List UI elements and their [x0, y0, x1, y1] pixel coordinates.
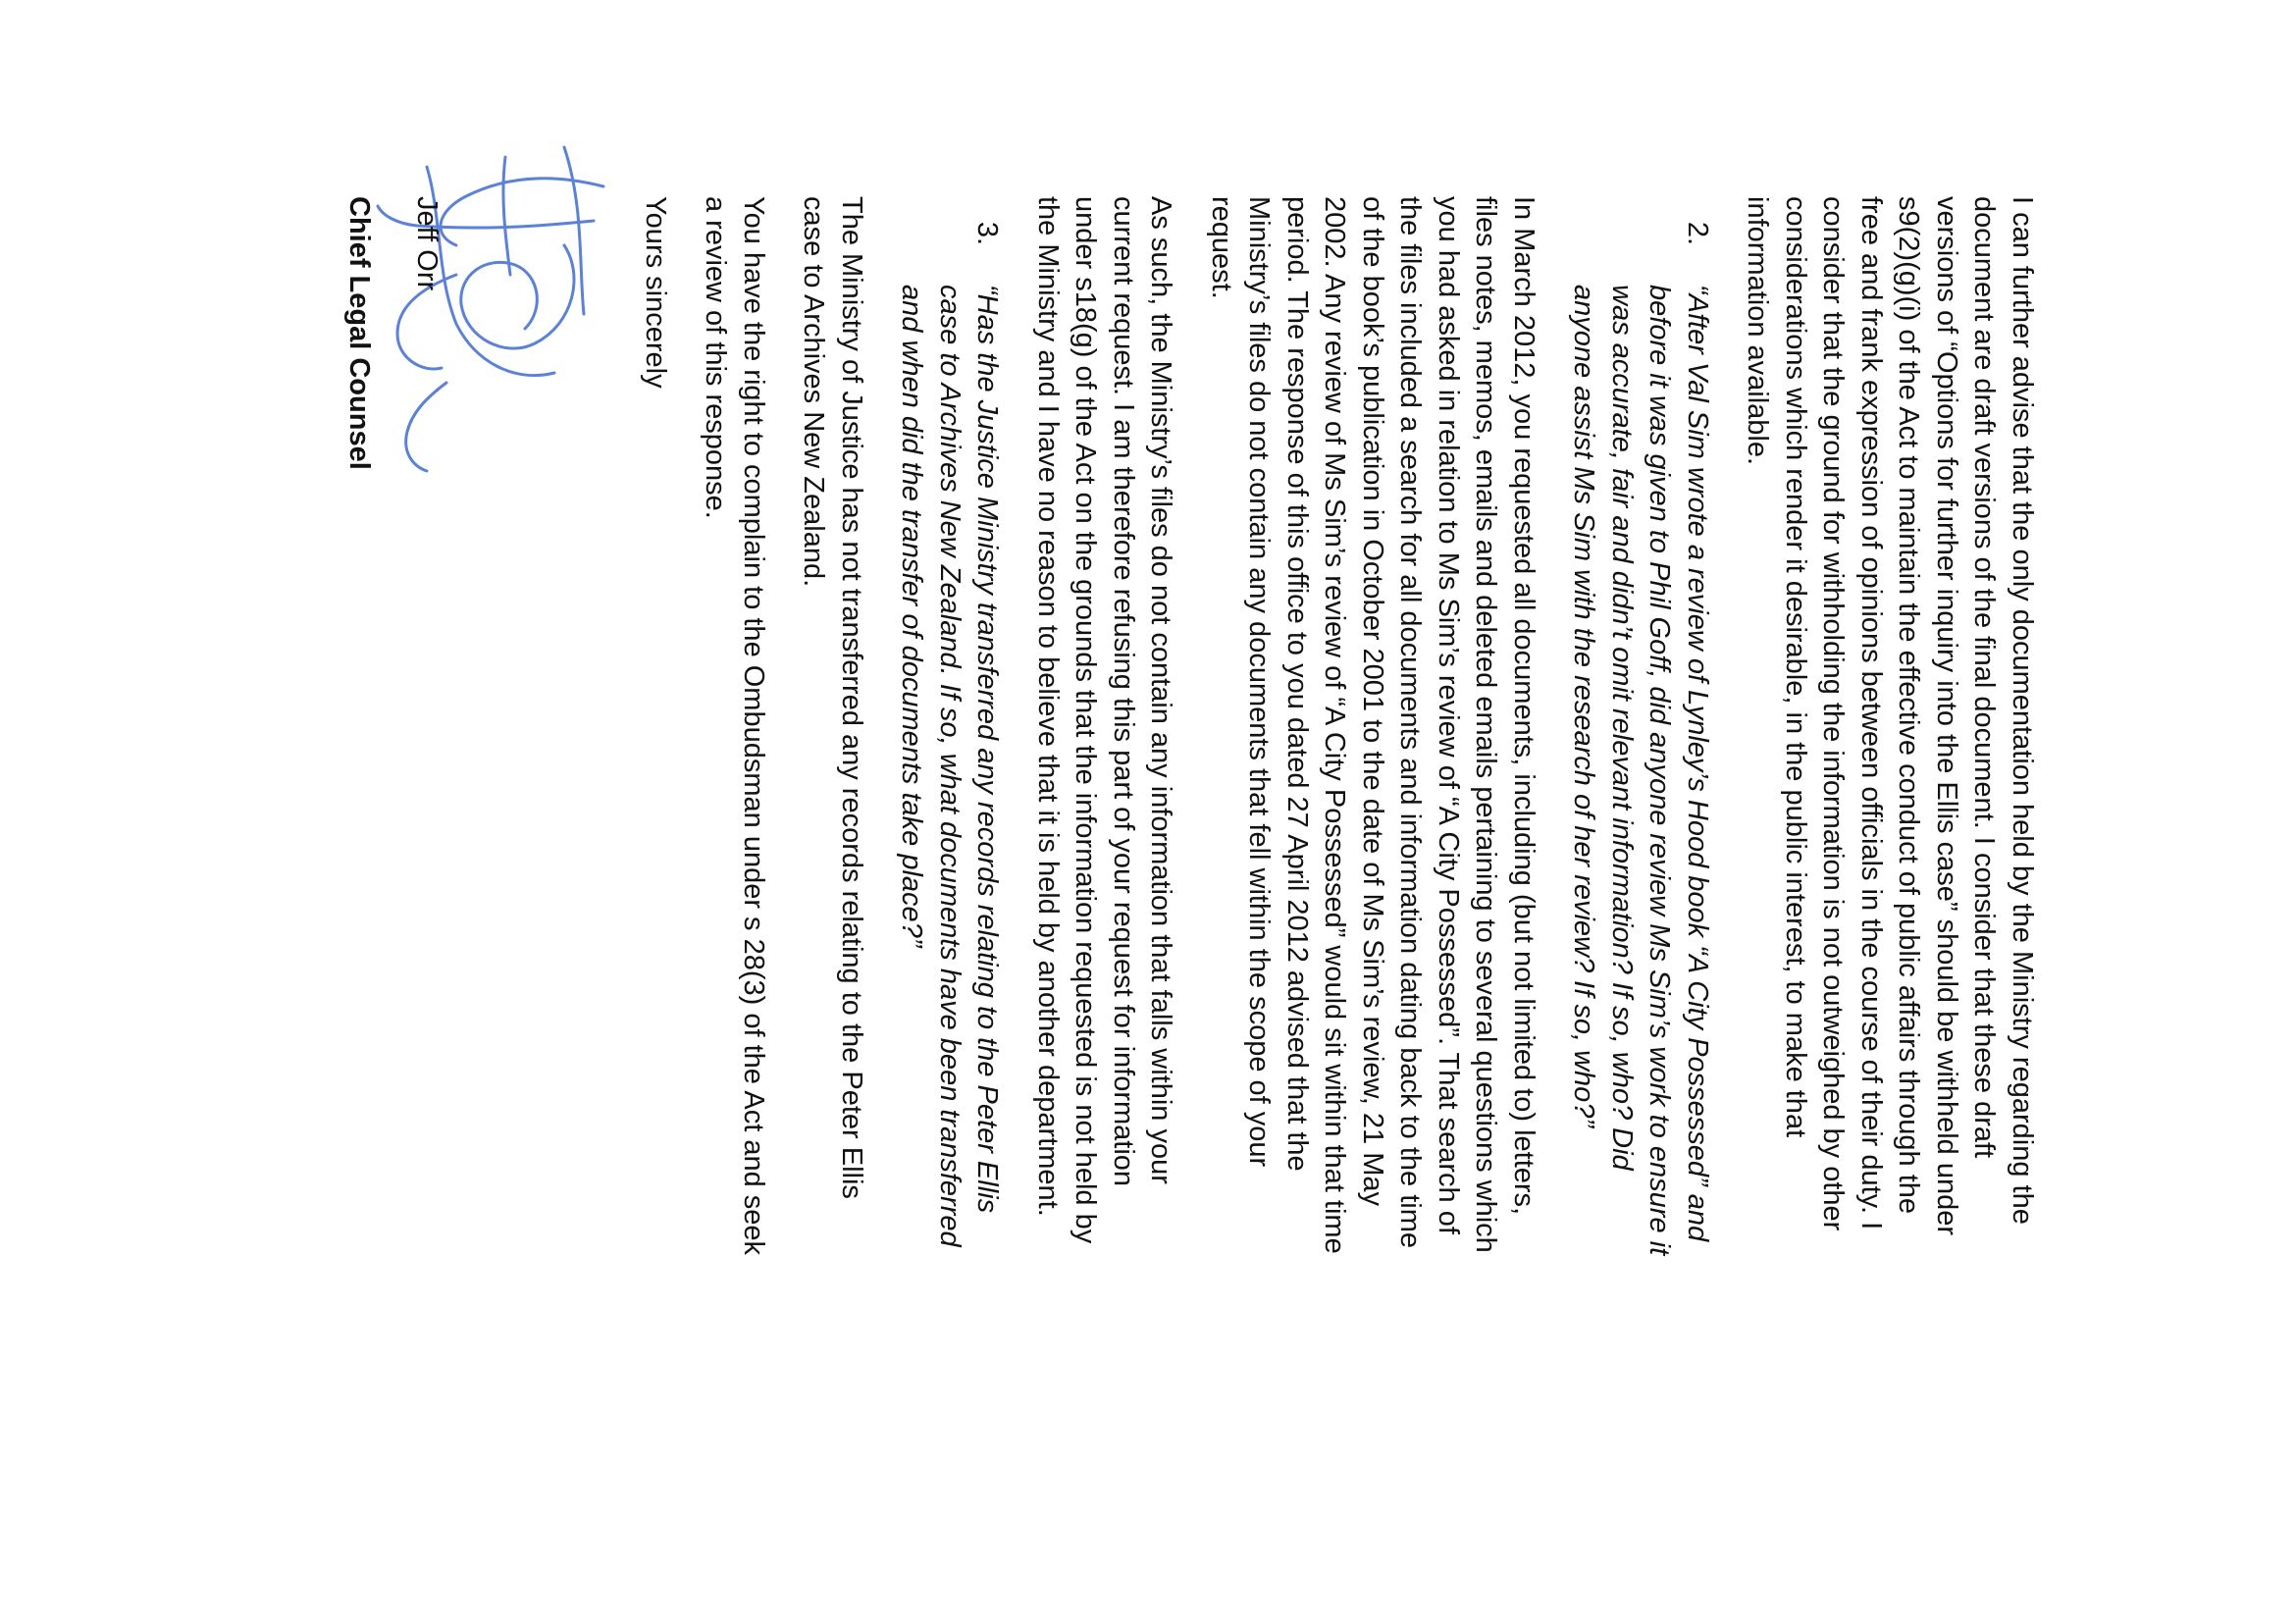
- question-3-number: 3.: [971, 221, 1004, 245]
- paragraph-march-2012-request: In March 2012, you requested all documents, including (but not limited to) letters, files notes, memos, emails and deleted emails pertaining to several questions which you had asked in relation to Ms Sim’s review of “A City Possessed”. That search of the files included a search for all documents and information dating back to the time of the book’s publication in October 2001 to the date of Ms Sim’s review, 21 May 2002. Any review of Ms Sim’s review of “A City Possessed” would sit within that time period. The response of this office to you dated 27 April 2012 advised that the Ministry’s files do not contain any documents that fell within the scope of your request.: [1206, 196, 1539, 1254]
- paragraph-withheld-drafts: I can further advise that the only documentation held by the Ministry regarding the document are draft versions of the final document. I consider that these draft versions of “Options for further inquiry into the Ellis case” should be withheld under s9(2)(g)(i) of the Act to maintain the effective conduct of public affairs through the free and frank expression of opinions between officials in the course of their duty. I consider that the ground for withholding the information is not outweighed by other considerations which render it desirable, in the public interest, to make that information available.: [1742, 196, 2038, 1236]
- paragraph-ombudsman-right: You have the right to complain to the Ombudsman under s 28(3) of the Act and seek a review of this response.: [700, 196, 769, 1256]
- paragraph-no-transfer: The Ministry of Justice has not transferred any records relating to the Peter Ellis case to Archives New Zealand.: [798, 196, 867, 1199]
- signatory-title: Chief Legal Counsel: [343, 196, 376, 470]
- question-3: [893, 196, 1007, 1266]
- closing-salutation: Yours sincerely: [640, 196, 671, 389]
- signatory-name: Jeff Orr: [411, 196, 443, 291]
- question-3-text: “Has the Justice Ministry transferred any records relating to the Peter Ellis case to Archives New Zealand. If so, what documents have been transferred and when did the transfer of documents take place?”: [896, 285, 1004, 1247]
- handwritten-signature-icon: [369, 128, 624, 481]
- question-2-number: 2.: [1682, 221, 1713, 245]
- letter-body: [340, 196, 2041, 1266]
- paragraph-refusal-s18g: As such, the Ministry’s files do not contain any information that falls within your current request. I am therefore refusing this part of your request for information under s18(g) of the Act on the grounds that the information requested is not held by the Ministry and I have no reason to believe that it is held by another department.: [1032, 196, 1177, 1244]
- question-2-text: “After Val Sim wrote a review of Lynley’s Hood book “A City Possessed” and before it was given to Phil Goff, did anyone review Ms Sim’s work to ensure it was accurate, fair and didn’t omit relevant information? If so, who? Did anyone assist Ms Sim with the research of her review? If so, who?”: [1568, 285, 1713, 1256]
- signature-block: [379, 196, 614, 1266]
- question-2: [1565, 196, 1716, 1266]
